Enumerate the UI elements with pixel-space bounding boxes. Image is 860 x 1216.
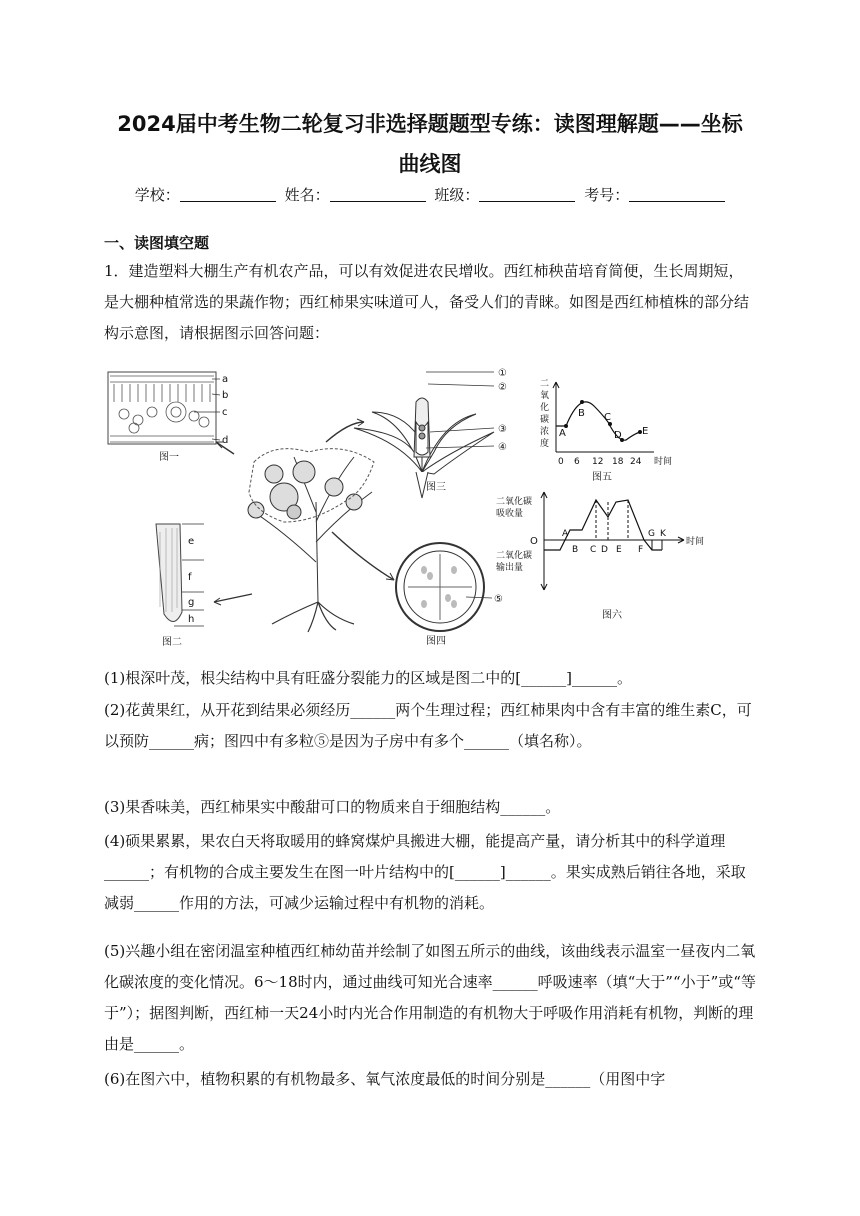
fig5-point-c: C [604, 412, 611, 423]
fig4-label-5: ⑤ [494, 594, 503, 605]
fig5-point-d: D [614, 430, 622, 441]
fig6-point-f: F [638, 545, 644, 555]
title-line-2: 曲线图 [398, 152, 462, 176]
question-1: (1)根深叶茂，根尖结构中具有旺盛分裂能力的区域是图二中的[______]______。 [104, 669, 632, 687]
fig6-point-g: G [648, 529, 655, 539]
fig1-label-c: c [222, 407, 228, 418]
tomato-plant-drawing [214, 419, 394, 632]
fig3-label-3: ③ [498, 424, 507, 435]
name-blank[interactable] [330, 187, 426, 202]
fig3-label-4: ④ [498, 442, 507, 453]
fig6-co2-exchange-chart [496, 492, 704, 621]
fig5-tick-12: 12 [592, 457, 604, 467]
fig6-point-k: K [660, 529, 666, 539]
fig2-label-g: g [188, 597, 195, 608]
fig2-label-h: h [188, 614, 195, 625]
fig1-label-a: a [222, 374, 229, 385]
svg-text:化: 化 [540, 403, 550, 413]
class-blank[interactable] [479, 187, 575, 202]
page-title [100, 104, 760, 184]
root-tip-diagram [156, 524, 204, 648]
fig6-point-e: E [616, 545, 622, 555]
fig5-tick-18: 18 [612, 457, 624, 467]
question-5: (5)兴趣小组在密闭温室种植西红柿幼苗并绘制了如图五所示的曲线，该曲线表示温室一昼夜内二氧化碳浓度的变化情况。6～18时内，通过曲线可知光合速率______呼吸速率（填“大于”“小于”或“等于”）；据图判断，西红柿一天24小时内光合作用制造的有机物大于呼吸作用消耗有机物，判断的理由是______。 [104, 942, 756, 1053]
fig6-ylabel-bottom-2: 输出量 [496, 563, 524, 573]
fig5-ylabel-1: 二 [540, 379, 550, 389]
exam-no-label: 考号： [584, 186, 630, 204]
question-intro: 1．建造塑料大棚生产有机农产品，可以有效促进农民增收。西红柿秧苗培育简便，生长周期短，是大棚种植常选的果蔬作物；西红柿果实味道可人，备受人们的青睐。如图是西红柿植株的部分结构示意图，请根据图示回答问题： [104, 262, 750, 342]
question-3: (3)果香味美，西红柿果实中酸甜可口的物质来自于细胞结构______。 [104, 798, 561, 816]
class-label: 班级： [434, 186, 480, 204]
tomato-plant-figure [104, 362, 756, 657]
fig5-tick-24: 24 [630, 457, 642, 467]
fig6-ylabel-top-1: 二氧化碳 [496, 497, 533, 507]
leaf-cross-section-diagram [108, 372, 228, 463]
fig6-point-a: A [562, 529, 569, 539]
fig6-origin: O [530, 536, 538, 547]
fig2-label-e: e [188, 536, 195, 547]
school-label: 学校： [134, 186, 180, 204]
section-heading: 一、读图填空题 [104, 234, 210, 252]
fig3-caption: 图三 [426, 482, 446, 493]
svg-text:浓: 浓 [540, 427, 550, 437]
tomato-fruit-cross-section [396, 543, 492, 631]
question-6: (6)在图六中，植物积累的有机物最多、氧气浓度最低的时间分别是______（用图中字 [104, 1070, 666, 1088]
fig3-label-2: ② [498, 382, 507, 393]
fig5-point-a: A [559, 428, 566, 439]
fig6-point-d: D [601, 545, 608, 555]
fig1-label-b: b [222, 390, 229, 401]
svg-text:氧: 氧 [540, 391, 550, 401]
fig6-ylabel-top-2: 吸收量 [496, 509, 524, 519]
fig5-co2-curve-chart [540, 379, 672, 483]
exam-no-blank[interactable] [629, 187, 725, 202]
fig2-caption: 图二 [162, 637, 182, 648]
student-info-line [0, 184, 860, 205]
fig5-xlabel: 时间 [654, 457, 673, 467]
fig6-point-b: B [572, 545, 579, 555]
fig5-point-b: B [578, 408, 585, 419]
fig6-xlabel: 时间 [686, 537, 705, 547]
question-4: (4)硕果累累，果农白天将取暖用的蜂窝煤炉具搬进大棚，能提高产量，请分析其中的科学道理______；有机物的合成主要发生在图一叶片结构中的[______]______。果实成熟后销往各地，采取减弱______作用的方法，可减少运输过程中有机物的消耗。 [104, 832, 746, 912]
fig5-tick-0: 0 [558, 457, 564, 467]
fig6-caption: 图六 [602, 610, 622, 621]
svg-text:度: 度 [540, 439, 550, 449]
fig5-point-e: E [642, 426, 649, 437]
question-2: (2)花黄果红，从开花到结果必须经历______两个生理过程；西红柿果肉中含有丰富的维生素C，可以预防______病；图四中有多粒⑤是因为子房中有多个______（填名称）。 [104, 701, 752, 750]
fig4-caption: 图四 [426, 636, 446, 647]
fig5-caption: 图五 [592, 472, 612, 483]
fig2-label-f: f [188, 572, 192, 583]
fig1-label-d: d [222, 435, 229, 446]
flower-diagram [354, 368, 507, 498]
svg-text:碳: 碳 [540, 415, 550, 425]
name-label: 姓名： [284, 186, 330, 204]
fig1-caption: 图一 [159, 452, 179, 463]
title-line-1: 2024届中考生物二轮复习非选择题题型专练：读图理解题——坐标 [117, 112, 743, 136]
fig5-tick-6: 6 [574, 457, 580, 467]
fig6-point-c: C [590, 545, 597, 555]
school-blank[interactable] [180, 187, 276, 202]
fig6-ylabel-bottom-1: 二氧化碳 [496, 551, 533, 561]
fig3-label-1: ① [498, 368, 507, 379]
